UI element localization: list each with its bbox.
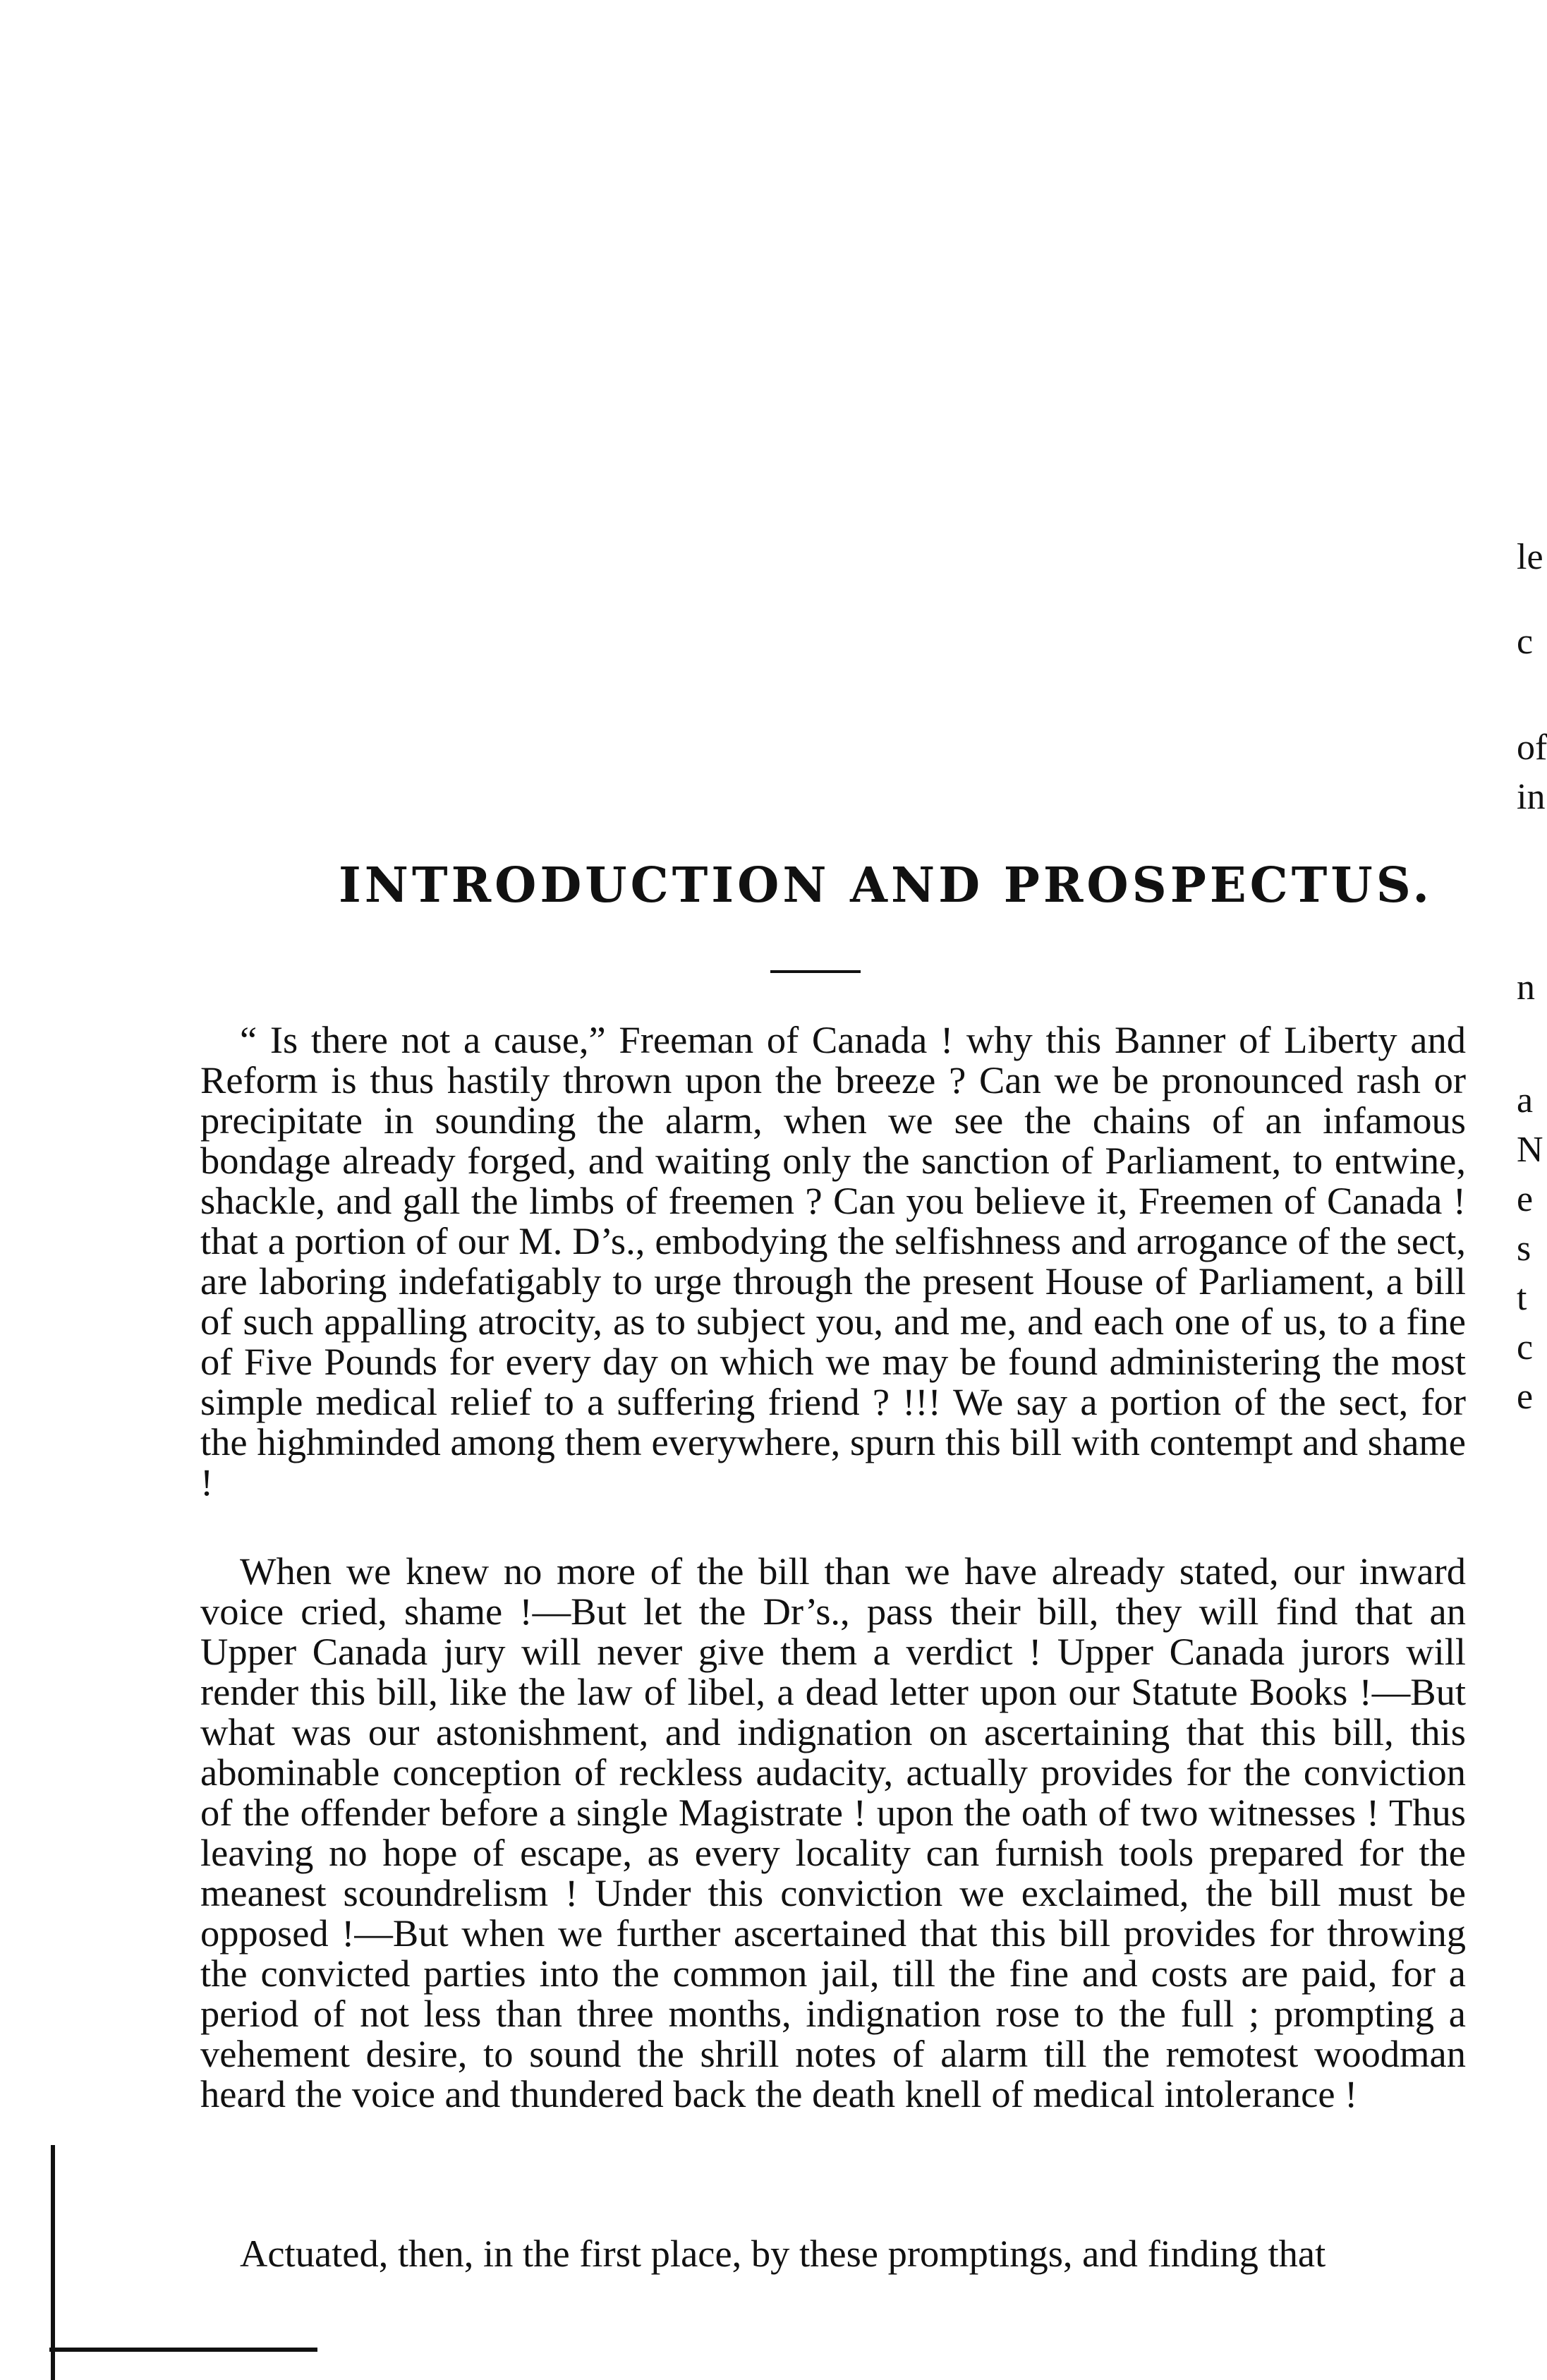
margin-fragment: t [1517, 1278, 1527, 1318]
page-title: INTRODUCTION AND PROSPECTUS. [339, 857, 1433, 914]
margin-fragment: c [1517, 622, 1534, 662]
bottom-edge-shadow [49, 2348, 317, 2380]
margin-fragment: e [1517, 1377, 1534, 1417]
paragraph-2: When we knew no more of the bill than we have already stated, our inward voice cried, shame !—But let the Dr’s., pass their bill, they will find that an Upper Canada jury will never give them a verdict ! Upper Canada jurors will render this bill, like the law of libel, a dead letter upon our Statute Books !—But what was our astonishment, and indignation on ascertaining that this bill, this abominable conception of reckless audacity, actually provides for the conviction of the offender before a single Magistrate ! upon the oath of two witnesses ! Thus leaving no hope of escape, as every locality can furnish tools prepared for the meanest scoundrelism ! Under this conviction we exclaimed, the bill must be opposed !—But when we further ascertained that this bill provides for throwing the convicted parties into the common jail, till the fine and costs are paid, for a period of not less than three months, indignation rose to the full ; prompting a vehement desire, to sound the shrill notes of alarm till the remotest woodman heard the voice and thundered back the death knell of medical intolerance ! [200, 1550, 1466, 2115]
margin-fragment: s [1517, 1228, 1531, 1269]
margin-fragment: N [1517, 1130, 1543, 1170]
margin-fragment: le [1517, 537, 1543, 577]
margin-fragment: in [1517, 777, 1546, 817]
margin-fragment: e [1517, 1179, 1534, 1219]
margin-fragment: c [1517, 1327, 1534, 1367]
margin-fragment: n [1517, 967, 1535, 1008]
paragraph-3: Actuated, then, in the first place, by these promptings, and finding that [240, 2232, 1326, 2275]
binding-edge-shadow [51, 2145, 55, 2380]
title-divider [770, 970, 861, 973]
margin-fragment: of [1517, 727, 1547, 768]
paragraph-1: “ Is there not a cause,” Freeman of Canada ! why this Banner of Liberty and Reform is thus hastily thrown upon the breeze ? Can we be pronounced rash or precipitate in sounding the alarm, when we see the chains of an infamous bondage already forged, and waiting only the sanction of Parliament, to entwine, shackle, and gall the limbs of freemen ? Can you believe it, Freemen of Canada ! that a portion of our M. D’s., embodying the selfishness and arrogance of the sect, are laboring indefatigably to urge through the present House of Parliament, a bill of such appalling atrocity, as to subject you, and me, and each one of us, to a fine of Five Pounds for every day on which we may be found administering the most simple medical relief to a suffering friend ? !!! We say a portion of the sect, for the highminded among them everywhere, spurn this bill with contempt and shame ! [200, 1018, 1466, 1504]
adjacent-page-edge [1512, 452, 1547, 1510]
margin-fragment: a [1517, 1080, 1534, 1120]
